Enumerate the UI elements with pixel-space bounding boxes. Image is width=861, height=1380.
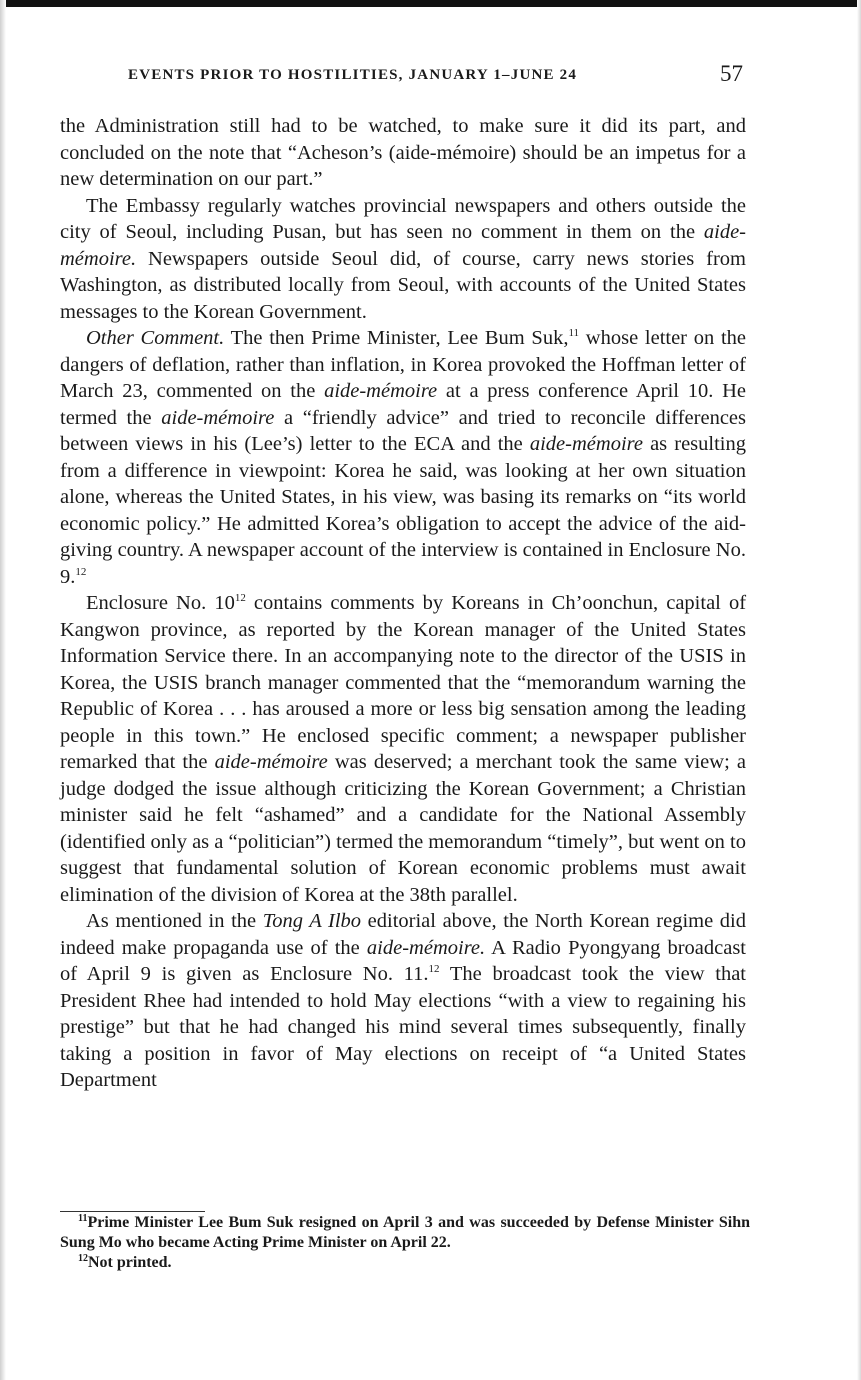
footnote-11: $^{11}$Prime Minister Lee Bum Suk resigned on April 3 and was succeeded by Defense Minister Sihn Sung Mo who became Acting Prime Minister on April 22.: [60, 1213, 750, 1251]
page-number: 57: [720, 61, 743, 86]
section-heading: Other Comment.: [86, 327, 225, 349]
body-text: [60, 113, 746, 1094]
running-head: [128, 63, 743, 93]
page-right-edge: [857, 0, 861, 1380]
page-left-edge: [0, 0, 6, 1380]
paragraph-north-korea: As mentioned in the Tong A Ilbo editorial above, the North Korean regime did indeed make propaganda use of the aide-mémoire. A Radio Pyongyang broadcast of April 9 is given as Enclosure No. 11.12 The broadcast took the view that President Rhee had intended to hold May elections “with a view to regaining his prestige” but that he had changed his mind several times subsequently, finally taking a position in favor of May elections on receipt of “a United States Department: [60, 910, 747, 1091]
footnote-ref: 11: [568, 327, 580, 339]
paragraph-embassy: The Embassy regularly watches provincial newspapers and others outside the city of Seoul, including Pusan, but has seen no comment in them on the aide-mémoire. Newspapers outside Seoul did, of course, carry news stories from Washington, as distributed locally from Seoul, with accounts of the United States messages to the Korean Government.: [60, 194, 747, 323]
footnotes: [60, 1213, 750, 1273]
paragraph-enclosure-10: Enclosure No. $10^{12}$ contains comments by Koreans in Ch’oonchun, capital of Kangwon province, as reported by the Korean manager of the United States Information Service there. In an accompanying note to the director of the USIS in Korea, the USIS branch manager commented that the “memorandum warning the Republic of Korea . . . has aroused a more or less big sensation among the leading people in this town.” He enclosed specific comment; a newspaper publisher remarked that the aide-mémoire was deserved; a merchant took the same view; a judge dodged the issue although criticizing the Korean Government; a Christian minister said he felt “ashamed” and a candidate for the National Assembly (identified only as a “politician”) termed the memorandum “timely”, but went on to suggest that fundamental solution of Korean economic problems must await elimination of the division of Korea at the 38th parallel.: [60, 592, 747, 906]
page-top-border: [0, 0, 861, 7]
footnote-rule: [60, 1211, 205, 1212]
footnote-ref: 12: [234, 592, 246, 604]
footnote-12: $^{12}$Not printed.: [78, 1253, 172, 1271]
footnote-ref: 12: [428, 963, 440, 975]
footnote-ref: 12: [75, 565, 87, 578]
paragraph-continuation: the Administration still had to be watched, to make sure it did its part, and concluded on the note that “Acheson’s (aide-mémoire) should be an impetus for a new determination on our part.”: [60, 115, 746, 190]
paragraph-other-comment: Other Comment. The then Prime Minister, Lee Bum Suk,$^{11}$ whose letter on the dangers of deflation, rather than inflation, in Korea provoked the Hoffman letter of March 23, commented on the aide-mémoire at a press conference April 10. He termed the aide-mémoire a “friendly advice” and tried to reconcile differences between views in his (Lee’s) letter to the ECA and the aide-mémoire as resulting from a difference in viewpoint: Korea he said, was looking at her own situation alone, whereas the United States, in his view, was basing its remarks on “its world economic policy.” He admitted Korea’s obligation to accept the advice of the aid-giving country. A newspaper account of the interview is contained in Enclosure No. 9.12: [60, 327, 747, 588]
running-title: EVENTS PRIOR TO HOSTILITIES, JANUARY 1–JUNE 24: [128, 67, 578, 83]
